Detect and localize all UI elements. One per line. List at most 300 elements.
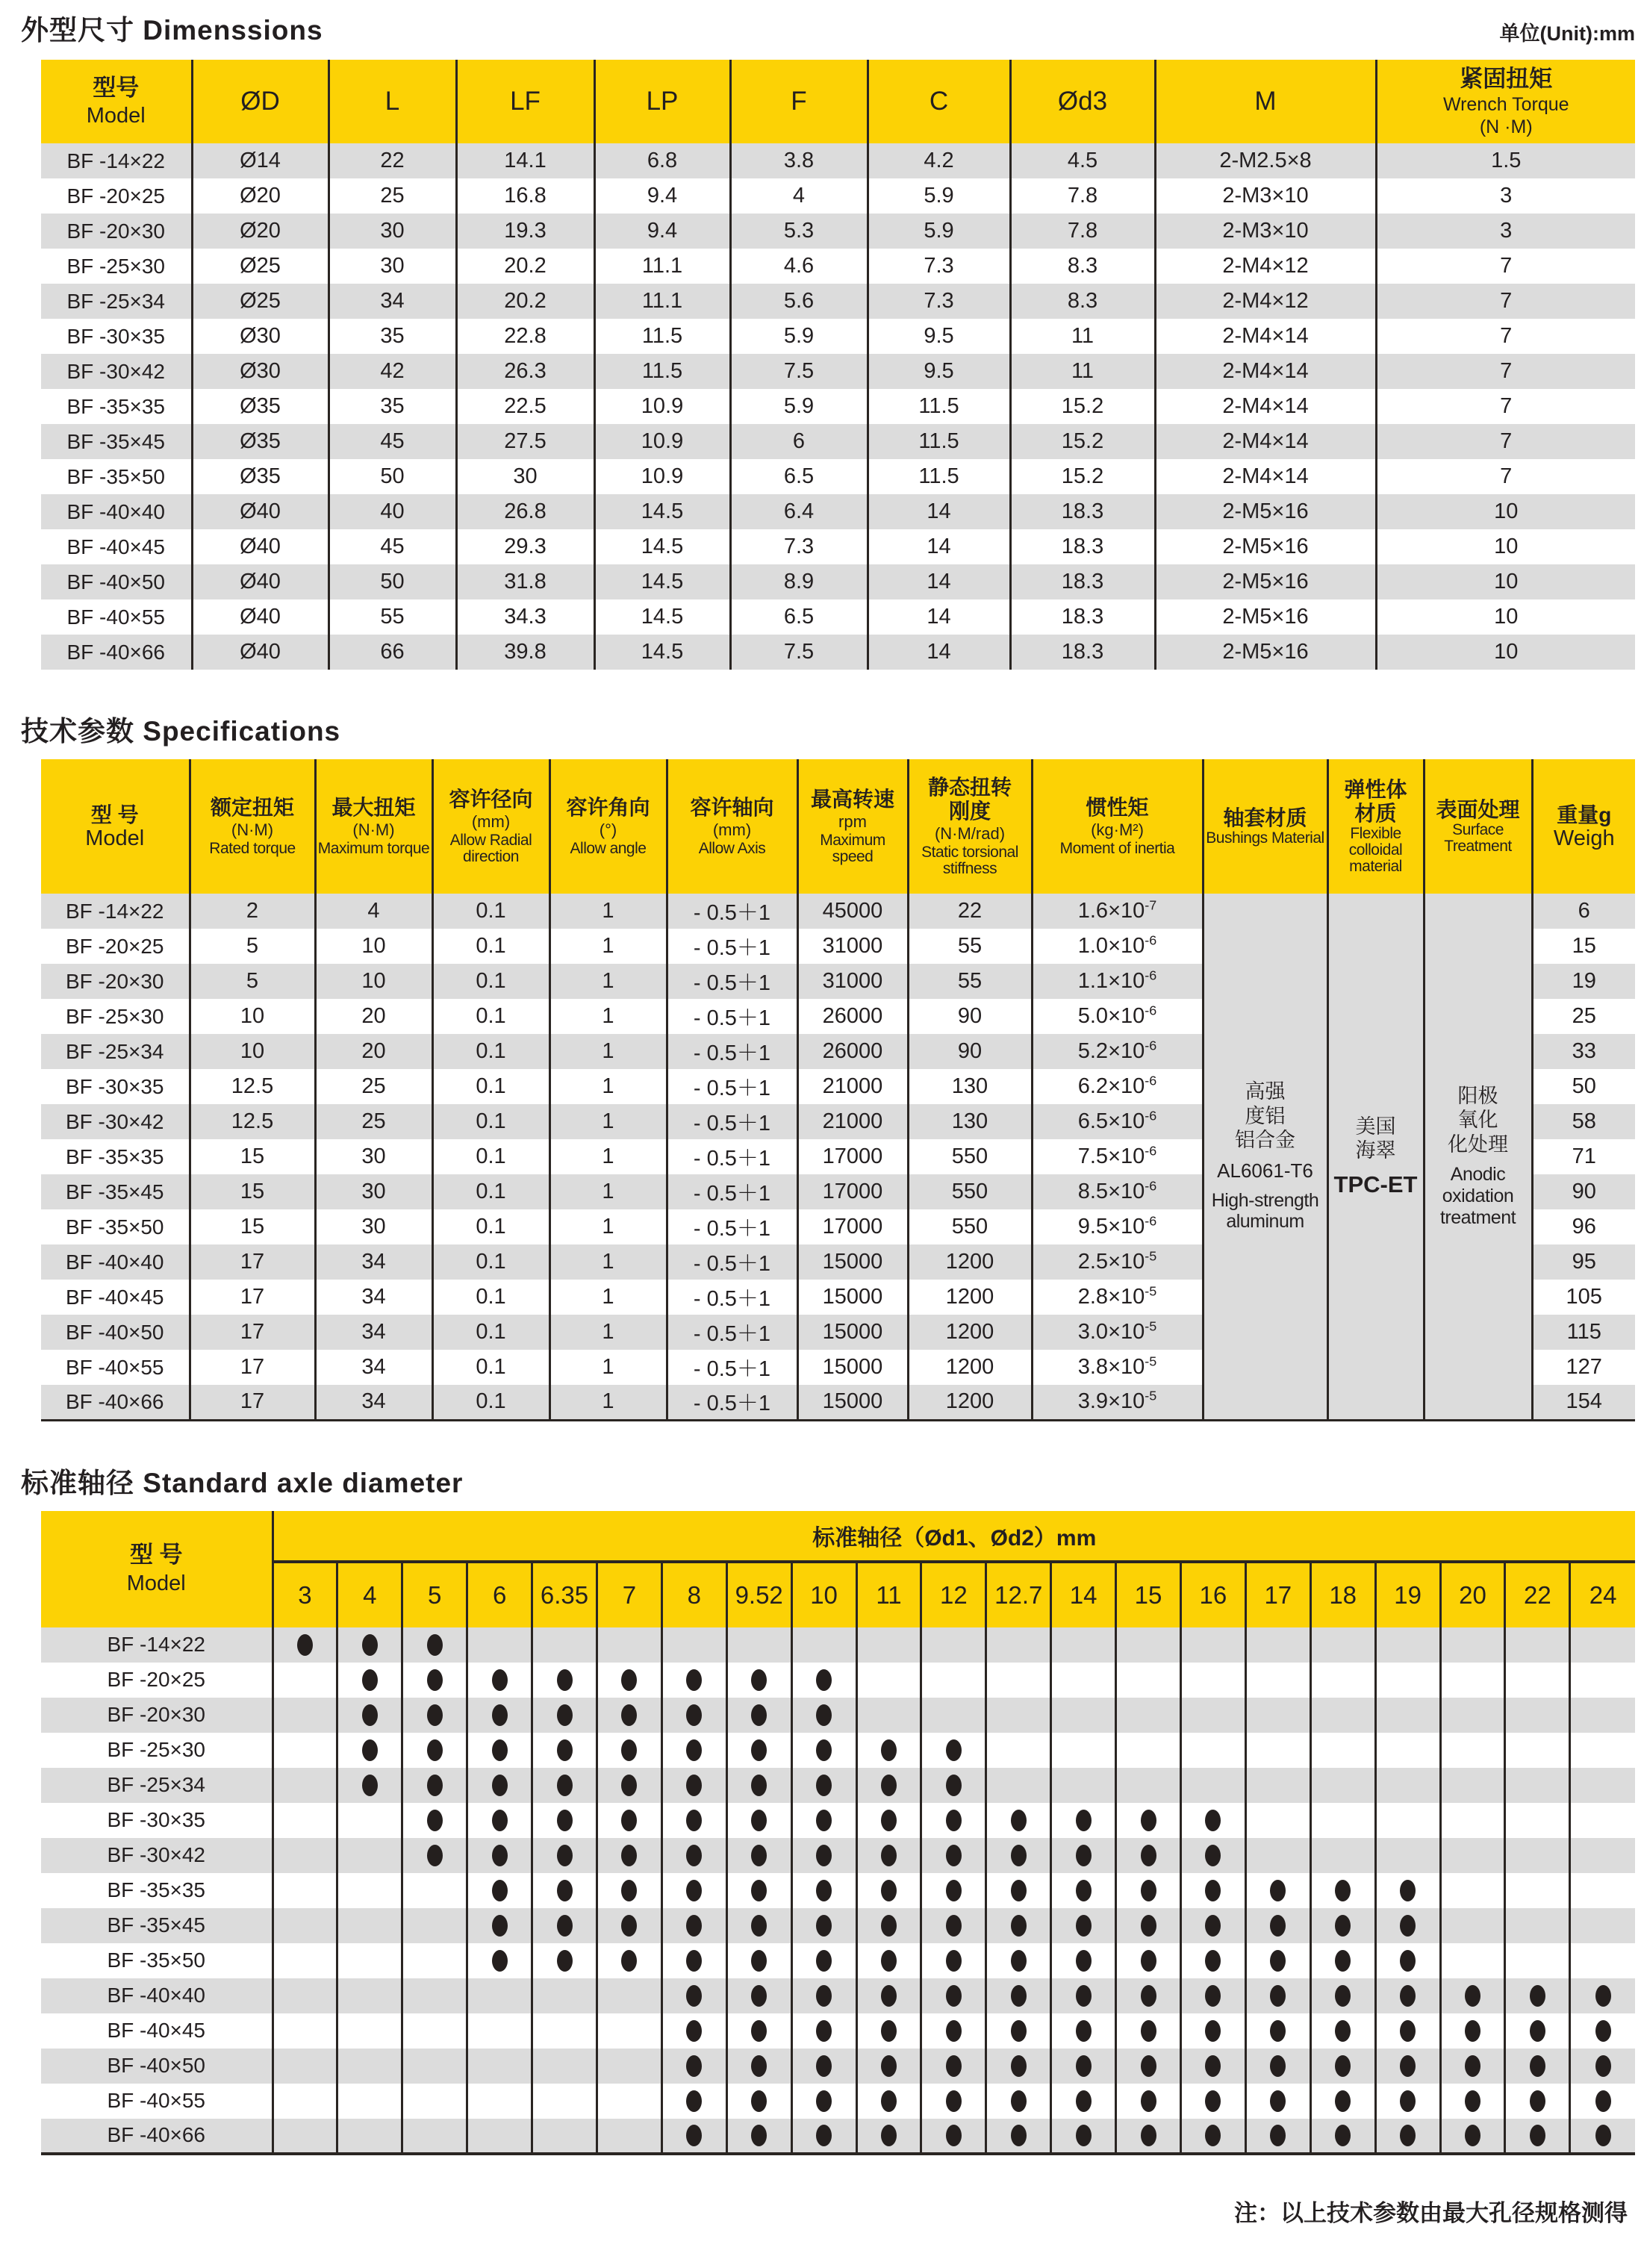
dot-marker	[1335, 1985, 1351, 2007]
model-cell: BF -14×22	[41, 1627, 273, 1663]
axle-dot-cell	[1051, 1978, 1116, 2013]
table-row	[41, 1978, 1635, 2013]
axle-dot-cell	[1375, 1627, 1440, 1663]
axle-span-header: 标准轴径（Ød1、Ød2）mm	[273, 1511, 1635, 1562]
axle-dot-cell	[1051, 1873, 1116, 1908]
value-cell: 10	[1376, 564, 1635, 599]
axle-dot-cell	[856, 1873, 921, 1908]
value-cell: 22.5	[456, 389, 594, 424]
value-cell: 1	[549, 1209, 667, 1244]
model-cell: BF -20×25	[41, 929, 190, 964]
axle-dot-cell	[856, 2084, 921, 2119]
axle-dot-cell	[1505, 1943, 1570, 1978]
value-cell: 7.5	[730, 354, 868, 389]
axle-dot-cell	[1570, 1943, 1635, 1978]
value-cell: 35	[329, 319, 456, 354]
axle-dot-cell	[726, 1873, 791, 1908]
axle-dot-cell	[986, 2049, 1051, 2084]
axle-dot-cell	[1570, 1838, 1635, 1873]
axle-dot-cell	[1051, 1838, 1116, 1873]
m-zh: 美国 海翠	[1355, 1115, 1396, 1162]
dot-marker	[881, 1985, 897, 2007]
value-cell: 14.5	[594, 635, 730, 670]
model-cell: BF -30×42	[41, 354, 192, 389]
value-cell: 30	[329, 249, 456, 284]
axle-diameter-header: 12.7	[986, 1562, 1051, 1627]
table-row	[41, 1627, 1635, 1663]
value-cell: - 0.5＋1	[667, 999, 797, 1034]
table-row	[41, 599, 1635, 635]
axle-dot-cell	[661, 1627, 726, 1663]
dot-marker	[492, 1845, 508, 1866]
axle-diameter-header: 11	[856, 1562, 921, 1627]
dot-marker	[1076, 2125, 1092, 2146]
table-row	[41, 214, 1635, 249]
spec-col-header-unit: (mm)	[712, 820, 752, 840]
spec-col-header-zh: 轴套材质	[1223, 806, 1307, 829]
axle-dot-cell	[273, 1627, 337, 1663]
axle-dot-cell	[402, 2119, 467, 2154]
axle-dot-cell	[1310, 1698, 1375, 1733]
dot-marker	[1205, 1950, 1221, 1972]
value-cell: 130	[908, 1069, 1032, 1104]
dot-marker	[816, 2090, 832, 2112]
value-cell: 17	[190, 1315, 315, 1350]
value-cell: 34	[315, 1385, 432, 1420]
model-cell: BF -14×22	[41, 894, 190, 929]
model-cell: BF -40×50	[41, 1315, 190, 1350]
dot-marker	[1465, 1985, 1480, 2007]
dot-marker	[1270, 2090, 1286, 2112]
value-cell: 7	[1376, 284, 1635, 319]
axle-dot-cell	[1051, 2084, 1116, 2119]
col-header-wrench-torque	[1376, 60, 1635, 143]
model-cell: BF -30×35	[41, 1803, 273, 1838]
axle-dot-cell	[1310, 2013, 1375, 2049]
axle-dot-cell	[1051, 2049, 1116, 2084]
value-cell: 3	[1376, 214, 1635, 249]
value-cell: 4	[730, 178, 868, 214]
axle-dot-cell	[532, 1663, 597, 1698]
axle-dot-cell	[661, 1733, 726, 1768]
value-cell: 20.2	[456, 284, 594, 319]
value-cell: 10	[315, 964, 432, 999]
axle-dot-cell	[1245, 2049, 1310, 2084]
specifications-section-header	[21, 708, 1635, 749]
axle-dot-cell	[1570, 1908, 1635, 1943]
axle-dot-cell	[532, 2084, 597, 2119]
dot-marker	[1076, 2055, 1092, 2077]
value-cell: 1200	[908, 1385, 1032, 1420]
axle-dot-cell	[856, 1908, 921, 1943]
dot-marker	[362, 1775, 378, 1796]
spec-col-header-en: Flexible colloidal material	[1348, 825, 1403, 876]
axle-dot-cell	[1505, 1663, 1570, 1698]
weight-cell: 50	[1532, 1069, 1635, 1104]
value-cell: 26000	[797, 1034, 908, 1069]
dot-marker	[427, 1634, 443, 1656]
value-cell: 35	[329, 389, 456, 424]
axle-diameter-table	[41, 1511, 1635, 2155]
value-cell: 45	[329, 529, 456, 564]
dot-marker	[1011, 1845, 1027, 1866]
axle-dot-cell	[1570, 2049, 1635, 2084]
value-cell: 2	[190, 894, 315, 929]
dot-marker	[881, 2125, 897, 2146]
axle-dot-cell	[1116, 1768, 1181, 1803]
value-cell: 18.3	[1010, 494, 1155, 529]
axle-dot-cell	[661, 1943, 726, 1978]
value-cell: 12.5	[190, 1069, 315, 1104]
dot-marker	[1595, 2055, 1611, 2077]
axle-dot-cell	[726, 1663, 791, 1698]
value-cell: 26.3	[456, 354, 594, 389]
value-cell: 50	[329, 459, 456, 494]
axle-dot-cell	[856, 2119, 921, 2154]
value-cell: 9.4	[594, 178, 730, 214]
axle-dot-cell	[1570, 2119, 1635, 2154]
model-cell: BF -30×42	[41, 1104, 190, 1139]
value-cell: 18.3	[1010, 635, 1155, 670]
value-cell: 6.5	[730, 459, 868, 494]
value-cell: Ø35	[192, 459, 329, 494]
axle-diameter-header: 9.52	[726, 1562, 791, 1627]
value-cell: 2-M4×14	[1155, 459, 1376, 494]
value-cell: 15	[190, 1139, 315, 1174]
dot-marker	[492, 1810, 508, 1831]
value-cell: 0.1	[432, 999, 549, 1034]
axle-dot-cell	[597, 1873, 661, 1908]
axle-dot-cell	[1180, 1978, 1245, 2013]
value-cell: 11	[1010, 354, 1155, 389]
axle-dot-cell	[661, 2119, 726, 2154]
value-cell: 14.5	[594, 494, 730, 529]
value-cell: 18.3	[1010, 529, 1155, 564]
model-cell: BF -40×45	[41, 1280, 190, 1315]
dot-marker	[686, 2125, 702, 2146]
axle-dot-cell	[1180, 1838, 1245, 1873]
dot-marker	[1076, 1810, 1092, 1831]
value-cell: 25	[315, 1104, 432, 1139]
axle-title-en: Standard axle diameter	[143, 1467, 464, 1498]
value-cell: $1.1\times 10^{-6}$	[1032, 964, 1203, 999]
axle-dot-cell	[1440, 1663, 1505, 1698]
axle-dot-cell	[791, 1943, 856, 1978]
value-cell: $3.9\times 10^{-5}$	[1032, 1385, 1203, 1420]
dot-marker	[1011, 2090, 1027, 2112]
model-cell: BF -35×45	[41, 1174, 190, 1209]
value-cell: 0.1	[432, 964, 549, 999]
value-cell: 31.8	[456, 564, 594, 599]
dot-marker	[1205, 2020, 1221, 2042]
axle-dot-cell	[597, 2013, 661, 2049]
model-cell: BF -20×25	[41, 178, 192, 214]
value-cell: 0.1	[432, 1244, 549, 1280]
dot-marker	[751, 2090, 767, 2112]
dot-marker	[946, 1845, 962, 1866]
table-row	[41, 1768, 1635, 1803]
value-cell: 550	[908, 1209, 1032, 1244]
value-cell: 10	[1376, 599, 1635, 635]
axle-dot-cell	[1245, 1838, 1310, 1873]
axle-dot-cell	[1245, 1908, 1310, 1943]
axle-dot-cell	[273, 1978, 337, 2013]
specifications-title-en: Specifications	[143, 716, 341, 747]
dot-marker	[557, 1775, 573, 1796]
value-cell: 14	[868, 635, 1010, 670]
dot-marker	[1270, 2125, 1286, 2146]
value-cell: 15	[190, 1209, 315, 1244]
dot-marker	[621, 1704, 637, 1726]
value-cell: 1200	[908, 1350, 1032, 1385]
torque-header-en: Wrench Torque	[1442, 94, 1569, 116]
value-cell: 15.2	[1010, 459, 1155, 494]
value-cell: 10.9	[594, 424, 730, 459]
value-cell: 6.8	[594, 143, 730, 178]
dot-marker	[557, 1669, 573, 1691]
axle-dot-cell	[1051, 1768, 1116, 1803]
dot-marker	[621, 1845, 637, 1866]
axle-dot-cell	[1375, 2084, 1440, 2119]
dot-marker	[1530, 2055, 1545, 2077]
axle-dot-cell	[661, 1803, 726, 1838]
value-cell: 17000	[797, 1174, 908, 1209]
axle-dot-cell	[467, 1627, 532, 1663]
value-cell: 1200	[908, 1244, 1032, 1280]
dot-marker	[492, 1704, 508, 1726]
dot-marker	[1205, 2125, 1221, 2146]
value-cell: 6.5	[730, 599, 868, 635]
dot-marker	[816, 1845, 832, 1866]
value-cell: 11	[1010, 319, 1155, 354]
value-cell: 8.9	[730, 564, 868, 599]
dot-marker	[881, 1880, 897, 1901]
axle-dot-cell	[986, 1733, 1051, 1768]
value-cell: $5.0\times 10^{-6}$	[1032, 999, 1203, 1034]
value-cell: 4.5	[1010, 143, 1155, 178]
axle-dot-cell	[1116, 1838, 1181, 1873]
axle-dot-cell	[1180, 1663, 1245, 1698]
axle-dot-cell	[1375, 2013, 1440, 2049]
value-cell: 14	[868, 599, 1010, 635]
axle-dot-cell	[1440, 1768, 1505, 1803]
axle-dot-cell	[986, 1698, 1051, 1733]
axle-dot-cell	[726, 1803, 791, 1838]
weight-cell: 95	[1532, 1244, 1635, 1280]
dot-marker	[1335, 2055, 1351, 2077]
model-cell: BF -40×40	[41, 1978, 273, 2013]
axle-dot-cell	[1505, 2013, 1570, 2049]
axle-dot-cell	[921, 2049, 986, 2084]
axle-dot-cell	[532, 1943, 597, 1978]
value-cell: 15000	[797, 1385, 908, 1420]
axle-dot-cell	[597, 1803, 661, 1838]
axle-dot-cell	[921, 2084, 986, 2119]
axle-dot-cell	[1180, 2084, 1245, 2119]
dot-marker	[751, 1845, 767, 1866]
table-row	[41, 894, 1635, 929]
axle-dot-cell	[337, 1803, 402, 1838]
axle-dot-cell	[791, 2013, 856, 2049]
dot-marker	[1270, 1985, 1286, 2007]
table-row	[41, 635, 1635, 670]
dot-marker	[1595, 2090, 1611, 2112]
axle-dot-cell	[1570, 1663, 1635, 1698]
axle-diameter-header: 12	[921, 1562, 986, 1627]
axle-dot-cell	[1505, 1978, 1570, 2013]
axle-dot-cell	[1180, 1627, 1245, 1663]
axle-dot-cell	[1505, 1803, 1570, 1838]
axle-diameter-header: 20	[1440, 1562, 1505, 1627]
axle-dot-cell	[986, 1663, 1051, 1698]
axle-dot-cell	[337, 1663, 402, 1698]
axle-dot-cell	[661, 2013, 726, 2049]
axle-diameter-header: 17	[1245, 1562, 1310, 1627]
axle-dot-cell	[921, 1978, 986, 2013]
value-cell: 7	[1376, 459, 1635, 494]
dot-marker	[751, 1880, 767, 1901]
model-cell: BF -25×30	[41, 999, 190, 1034]
dot-marker	[1076, 1985, 1092, 2007]
value-cell: 0.1	[432, 929, 549, 964]
value-cell: 7.3	[730, 529, 868, 564]
axle-dot-cell	[1505, 1873, 1570, 1908]
surface-treatment-cell	[1424, 894, 1532, 1420]
axle-dot-cell	[532, 2119, 597, 2154]
axle-dot-cell	[532, 1978, 597, 2013]
dot-marker	[492, 1775, 508, 1796]
dot-marker	[686, 1704, 702, 1726]
axle-dot-cell	[1180, 1873, 1245, 1908]
axle-dot-cell	[402, 2049, 467, 2084]
axle-title-zh: 标准轴径	[21, 1467, 134, 1498]
axle-dot-cell	[1180, 1768, 1245, 1803]
value-cell: 2-M5×16	[1155, 635, 1376, 670]
dot-marker	[1076, 1880, 1092, 1901]
axle-dot-cell	[597, 1943, 661, 1978]
torque-header-unit: (N ·M)	[1479, 116, 1533, 138]
axle-dot-cell	[467, 1908, 532, 1943]
dot-marker	[816, 1739, 832, 1761]
value-cell: 45000	[797, 894, 908, 929]
value-cell: 15.2	[1010, 389, 1155, 424]
axle-dot-cell	[532, 1803, 597, 1838]
axle-dot-cell	[337, 1908, 402, 1943]
axle-dot-cell	[1570, 1733, 1635, 1768]
axle-dot-cell	[532, 1838, 597, 1873]
axle-dot-cell	[597, 1768, 661, 1803]
axle-diameter-header: 22	[1505, 1562, 1570, 1627]
value-cell: 50	[329, 564, 456, 599]
dot-marker	[1141, 2125, 1156, 2146]
axle-dot-cell	[1245, 2119, 1310, 2154]
dot-marker	[621, 1880, 637, 1901]
axle-model-header-en: Model	[126, 1571, 186, 1595]
weight-cell: 33	[1532, 1034, 1635, 1069]
dot-marker	[427, 1775, 443, 1796]
value-cell: Ø30	[192, 319, 329, 354]
axle-dot-cell	[467, 2049, 532, 2084]
value-cell: 2-M4×14	[1155, 319, 1376, 354]
axle-dot-cell	[1440, 1838, 1505, 1873]
dot-marker	[1335, 1915, 1351, 1937]
model-cell: BF -35×50	[41, 1209, 190, 1244]
value-cell: 550	[908, 1174, 1032, 1209]
dot-marker	[1011, 1880, 1027, 1901]
value-cell: - 0.5＋1	[667, 1385, 797, 1420]
axle-dot-cell	[921, 1803, 986, 1838]
value-cell: Ø40	[192, 494, 329, 529]
axle-dot-cell	[273, 1908, 337, 1943]
dot-marker	[1205, 1985, 1221, 2007]
axle-dot-cell	[273, 1663, 337, 1698]
axle-dot-cell	[337, 1978, 402, 2013]
value-cell: 10	[190, 999, 315, 1034]
axle-dot-cell	[1440, 1698, 1505, 1733]
axle-dot-cell	[1375, 1803, 1440, 1838]
value-cell: 26.8	[456, 494, 594, 529]
value-cell: 0.1	[432, 1209, 549, 1244]
dot-marker	[1270, 2055, 1286, 2077]
dot-marker	[621, 1950, 637, 1972]
dot-marker	[1400, 1985, 1416, 2007]
axle-dot-cell	[726, 1943, 791, 1978]
axle-dot-cell	[1505, 1698, 1570, 1733]
axle-dot-cell	[597, 2049, 661, 2084]
axle-diameter-header-row	[41, 1562, 1635, 1627]
weight-cell: 25	[1532, 999, 1635, 1034]
value-cell: 2-M3×10	[1155, 178, 1376, 214]
dot-marker	[492, 1915, 508, 1937]
value-cell: 10	[190, 1034, 315, 1069]
axle-dot-cell	[1051, 1908, 1116, 1943]
model-cell: BF -20×25	[41, 1663, 273, 1698]
dot-marker	[1400, 2055, 1416, 2077]
value-cell: 8.3	[1010, 284, 1155, 319]
axle-dot-cell	[467, 2084, 532, 2119]
spec-col-header	[432, 759, 549, 894]
dot-marker	[1530, 1985, 1545, 2007]
value-cell: 34	[315, 1315, 432, 1350]
spec-col-header	[1203, 759, 1327, 894]
dot-marker	[1335, 2090, 1351, 2112]
axle-dot-cell	[467, 1943, 532, 1978]
value-cell: Ø30	[192, 354, 329, 389]
value-cell: 1200	[908, 1315, 1032, 1350]
value-cell: 9.4	[594, 214, 730, 249]
axle-dot-cell	[1116, 1698, 1181, 1733]
axle-diameter-header: 3	[273, 1562, 337, 1627]
axle-diameter-header: 14	[1051, 1562, 1116, 1627]
axle-dot-cell	[1116, 1873, 1181, 1908]
axle-dot-cell	[402, 1943, 467, 1978]
axle-dot-cell	[532, 2013, 597, 2049]
dot-marker	[621, 1915, 637, 1937]
axle-dot-cell	[1180, 2013, 1245, 2049]
axle-dot-cell	[856, 1663, 921, 1698]
axle-dot-cell	[726, 1978, 791, 2013]
dot-marker	[1400, 2020, 1416, 2042]
axle-dot-cell	[337, 2119, 402, 2154]
dimensions-title	[21, 7, 323, 48]
spec-col-header	[1327, 759, 1424, 894]
axle-dot-cell	[1245, 1873, 1310, 1908]
axle-diameter-header: 5	[402, 1562, 467, 1627]
value-cell: 1	[549, 1069, 667, 1104]
dot-marker	[1141, 1985, 1156, 2007]
value-cell: 2-M4×14	[1155, 389, 1376, 424]
spec-col-header-zh: 弹性体	[1344, 777, 1407, 801]
